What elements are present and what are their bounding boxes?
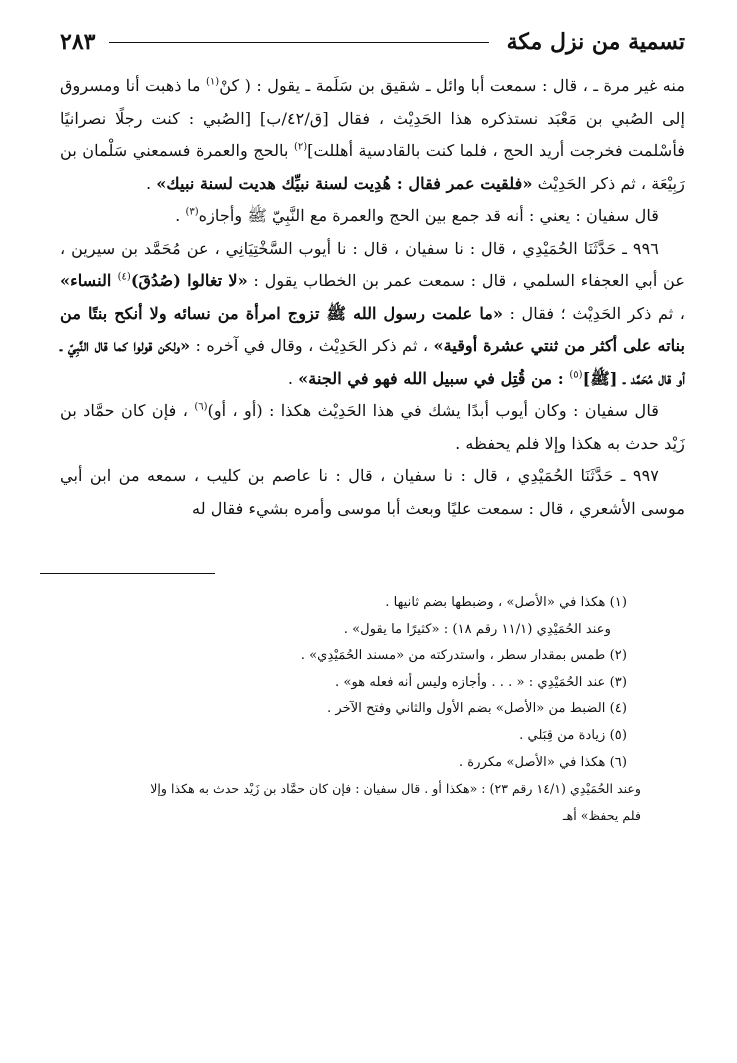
hadith-quote: «لا تغالوا (صُدُقَ) — [130, 271, 248, 290]
main-text — [60, 70, 685, 525]
text-segment: قال سفيان : وكان أيوب أبدًا يشك في هذا الحَدِيْث هكذا : (أو ، أو) — [207, 401, 659, 420]
footnote-divider — [40, 573, 215, 574]
hadith-996 — [60, 233, 685, 396]
footnote-ref-1: (١) — [206, 76, 220, 88]
running-title: تسمية من نزل مكة — [506, 29, 685, 55]
text-segment: منه غير مرة ـ ، قال : سمعت أبا وائل ـ شقيق بن سَلَمة ـ يقول : ( كنْ — [219, 76, 685, 95]
hadith-quote: النساء» — [60, 271, 118, 290]
hadith-quote: «فلقيت عمر فقال : هُدِيت لسنة نبيِّك هديت لسنة نبيك» — [156, 173, 533, 193]
paragraph-1 — [60, 70, 685, 200]
footnote-ref-4: (٤) — [117, 271, 131, 283]
hadith-quote: «ما علمت رسول الله ﷺ تزوج امرأة من نسائه ولا أنكح بنتًا من بناته على أكثر من ثنتي عشرة أوقية» — [60, 303, 686, 355]
footnote-continuation: فلم يحفظ» أهـ — [562, 807, 641, 823]
paragraph-4 — [60, 395, 685, 460]
book-page — [60, 22, 685, 829]
footnote-ref-2: (٢) — [293, 141, 308, 153]
footnote-continuation: وعند الحُمَيْدِي (١٤/١ رقم ٢٣) : «هكذا أو . قال سفيان : فإن كان حمَّاد بن زَيْد حدث به هكذا وإلا — [150, 781, 641, 797]
text-segment: ، ثم ذكر الحَدِيْث ؛ فقال : — [503, 303, 685, 323]
text-segment: . — [287, 368, 299, 388]
footnote: (٤) الضبط من «الأصل» بضم الأول والثاني وفتح الآخر . — [326, 701, 627, 717]
text-segment: ، ثم ذكر الحَدِيْث ، وقال في آخره : — [190, 336, 434, 355]
hadith-997 — [60, 460, 685, 525]
footnote: (٣) عند الحُمَيْدِي : « . . . وأجازه وليس أنه فعله هو» . — [335, 674, 627, 690]
footnote-ref-6: (٦) — [194, 401, 208, 413]
footnote-ref-3: (٣) — [185, 206, 199, 218]
footnote: (٢) طمس بمقدار سطر ، واستدركته من «مسند الحُمَيْدِي» . — [300, 648, 627, 664]
text-segment: . — [146, 173, 157, 193]
text-segment: . — [175, 206, 186, 225]
footnote-continuation: وعند الحُمَيْدِي (١١/١ رقم ١٨) : «كثيرًا ما يقول» . — [343, 621, 611, 637]
text-segment: قال سفيان : يعني : أنه قد جمع بين الحج والعمرة مع النَّبِيّ ﷺ وأجازه — [198, 206, 659, 225]
text-segment: بالحج والعمرة فسمعني سَلْمان بن رَبِيْعَة ، ثم ذكر الحَدِيْث — [60, 141, 685, 193]
footnote-ref-5: (٥) — [569, 369, 583, 381]
paragraph-2 — [60, 200, 685, 233]
text-segment: ، فإن كان حمَّاد بن زَيْد حدث به هكذا وإلا فلم يحفظه . — [60, 401, 685, 453]
text-segment: ما ذهبت أنا ومسروق إلى الصُبي بن مَعْبَد نستذكره هذا الحَدِيْث ، فقال [ق/٤٢/ب] [الصُبي : كنت رجلًا نصرانيًا فأسْلمت فخرجت أريد الحج ، فلما كنت بالقادسية أهللت] — [60, 76, 686, 160]
page-header — [60, 22, 685, 62]
text-segment: ٩٩٦ ـ حَدَّثَنَا الحُمَيْدِي ، قال : نا سفيان ، قال : نا أيوب السَّخْتِيَانِي ، عن مُحَمَّد بن سيرين ، عن أبي العجفاء السلمي ، قال : سمعت عمر بن الخطاب يقول : — [60, 238, 685, 290]
hadith-quote: : من قُتِل في سبيل الله فهو في الجنة» — [298, 368, 570, 388]
hadith-quote: «ولكن قولوا كما قال النَّبِيّ ـ أو قال مُحَمَّد ـ [ﷺ] — [60, 336, 685, 388]
footnote: (١) هكذا في «الأصل» ، وضبطها بضم ثانيها . — [385, 595, 627, 610]
text-segment: ٩٩٧ ـ حَدَّثَنَا الحُمَيْدِي ، قال : نا سفيان ، قال : نا عاصم بن كليب ، سمعه من ابن أبي موسى الأشعري ، قال : سمعت عليًا وبعث أبا موسى وأمره بشيء فقال له — [60, 466, 685, 518]
footnote: (٥) زيادة من قِبَلي . — [519, 727, 627, 743]
footnotes — [60, 590, 685, 829]
page-number: ٢٨٣ — [60, 29, 96, 55]
header-rule — [109, 42, 488, 43]
footnote: (٦) هكذا في «الأصل» مكررة . — [458, 754, 627, 770]
